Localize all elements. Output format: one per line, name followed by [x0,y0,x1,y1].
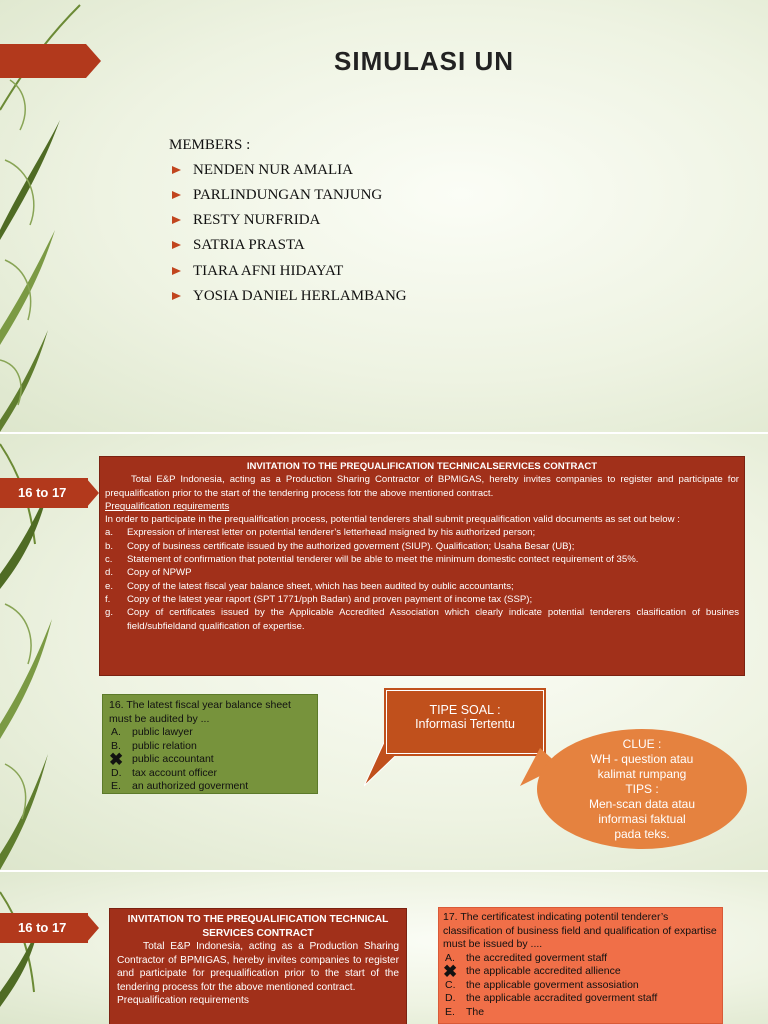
hint-line: informasi faktual [598,812,686,826]
answer-option-a: A. public lawyer [111,726,193,738]
list-item: d. Copy of NPWP [105,567,192,579]
question-range-tag: 16 to 17 [0,478,88,508]
bullet-arrow-icon [172,166,181,174]
hint-ellipse [537,729,747,849]
passage-intro: Total E&P Indonesia, acting as a Production Sharing Contractor of BPMIGAS, hereby invites companies to register and participate for prequalification prior to the start of the tendering process fotr the above mentioned contract. [105,474,739,499]
list-item: a. Expression of interest letter on potential tenderer’s letterhead msigned by his authorized person; [105,527,536,539]
bullet-arrow-icon [172,292,181,300]
list-item: g. Copy of certificates issued by the Applicable Accredited Association which clearly indicate potential tenderers clasification of busines field/subfieldand qualification of expertise. [105,607,739,632]
bullet-arrow-icon [172,216,181,224]
answer-option-d: D. the applicable accradited goverment staff [445,992,658,1004]
answer-option-c: C. the applicable goverment assosiation [445,978,639,991]
page-title: SIMULASI UN [334,46,514,76]
hint-line: pada teks. [614,827,670,841]
member-item: TIARA AFNI HIDAYAT [172,263,343,283]
answer-option-d: D. tax account officer [111,766,218,779]
answer-option-e: E. The [445,1005,485,1018]
cross-mark-icon: ✖ [443,962,458,981]
hint-line: Men-scan data atau [588,797,696,811]
passage-box [99,456,745,676]
member-item: RESTY NURFRIDA [172,212,320,232]
question-16-box [102,694,318,794]
hint-line: CLUE : [622,737,662,751]
hint-line: kalimat rumpang [597,767,687,781]
answer-option-c: ✖ public accountant [109,750,214,769]
passage-intro: Total E&P Indonesia, acting as a Production Sharing Contractor of BPMIGAS, hereby invites companies to register and participate for prequalification prior to the start of the tendering process fotr the above mentioned contract. [117,941,399,993]
passage-lead: In order to participate in the prequalification process, potential tenderers shall submit prequalification valid documents as set out below : [105,514,680,526]
callout-line-2: Informasi Tertentu [415,717,515,731]
question-stem: 17. The certificatest indicating potentil tenderer’s classification of business field and qualification of expartise must be issued by .... [443,911,717,950]
bullet-arrow-icon [172,241,181,249]
callout-line-1: TIPE SOAL : [429,703,501,717]
question-17-box [438,907,723,1024]
list-item: e. Copy of the latest fiscal year balance sheet, which has been audited by oublic accountants; [105,580,514,592]
cross-mark-icon: ✖ [109,750,124,769]
slide-2 [0,434,768,870]
answer-option-b: ✖ the applicable accredited allience [443,962,621,981]
hint-line: TIPS : [625,782,659,796]
question-type-callout [386,690,544,754]
passage-title: SERVICES CONTRACT [202,927,314,939]
passage-title: INVITATION TO THE PREQUALIFICATION TECHNICAL [127,914,389,925]
passage-box [109,908,407,1024]
leaf-decoration [0,872,100,1024]
bullet-arrow-icon [172,267,181,275]
passage-heading: Prequalification requirements [105,500,230,512]
member-item: PARLINDUNGAN TANJUNG [172,187,382,207]
bullet-arrow-icon [172,191,181,199]
slide-1-tag-shape [0,44,102,78]
slide-1 [0,0,768,432]
passage-heading: Prequalification requirements [117,995,249,1006]
answer-option-b: B. public relation [111,739,197,752]
member-item: SATRIA PRASTA [172,237,305,257]
member-item: YOSIA DANIEL HERLAMBANG [172,288,407,308]
list-item: f. Copy of the latest year raport (SPT 1771/pph Badan) and proven payment of income tax (SSP); [105,593,533,605]
list-item: c. Statement of confirmation that potential tenderer will be able to meet the minimum domestic contect requirement of 35%. [105,554,639,566]
list-item: b. Copy of business certificate issued by the authorized goverment (SIUP). Qualification; Usaha Besar (UB); [105,540,575,552]
members-label: MEMBERS : [169,137,251,153]
answer-option-e: E. an authorized goverment [111,780,249,792]
answer-option-a: A. the accredited goverment staff [445,951,608,964]
hint-line: WH - question atau [590,752,694,766]
requirements-list [105,526,739,632]
member-item: NENDEN NUR AMALIA [172,162,353,182]
slide-3 [0,872,768,1024]
question-range-tag: 16 to 17 [0,913,88,943]
question-stem: 16. The latest fiscal year balance sheet must be audited by ... [109,699,291,725]
passage-title: INVITATION TO THE PREQUALIFICATION TECHNICALSERVICES CONTRACT [246,461,598,472]
